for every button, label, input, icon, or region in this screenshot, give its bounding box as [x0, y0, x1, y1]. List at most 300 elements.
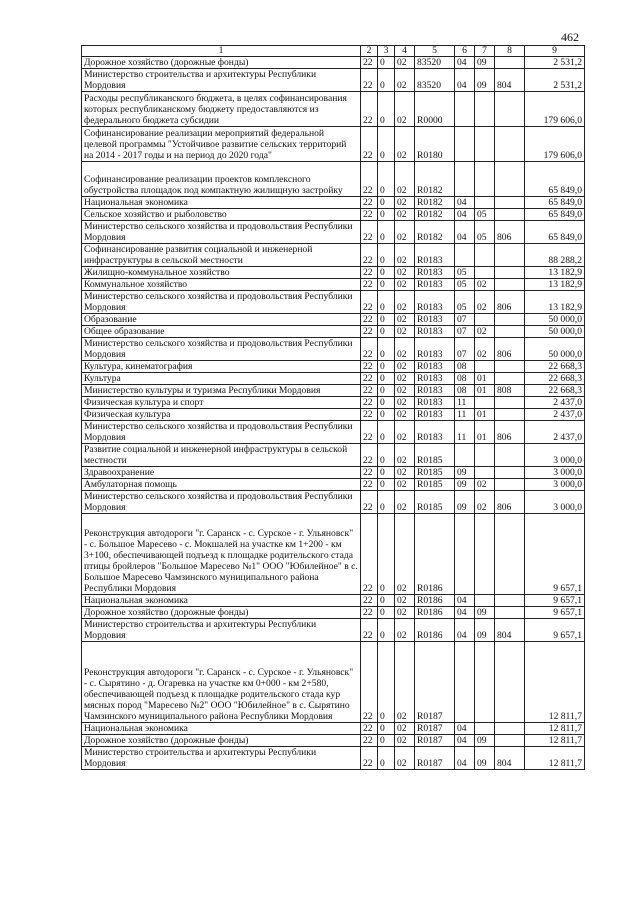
row-code-3: 0 [378, 385, 395, 397]
row-target-code: R0187 [415, 723, 455, 735]
row-amount: 50 000,0 [525, 338, 585, 361]
row-department: 804 [495, 69, 525, 92]
row-code-3: 0 [378, 514, 395, 595]
row-target-code: R0182 [415, 221, 455, 244]
table-row [82, 279, 585, 291]
row-code-3: 0 [378, 479, 395, 491]
row-code-3: 0 [378, 221, 395, 244]
row-subsection [475, 595, 495, 607]
row-section [455, 92, 475, 127]
row-name: Физическая культура [82, 409, 361, 421]
table-row [82, 607, 585, 619]
row-target-code: R0186 [415, 607, 455, 619]
row-code-2: 22 [361, 197, 378, 209]
row-target-code: R0183 [415, 279, 455, 291]
row-department [495, 595, 525, 607]
row-code-4: 02 [395, 373, 415, 385]
row-code-3: 0 [378, 127, 395, 162]
row-name: Дорожное хозяйство (дорожные фонды) [82, 607, 361, 619]
row-amount: 65 849,0 [525, 197, 585, 209]
table-row [82, 326, 585, 338]
row-target-code: R0180 [415, 127, 455, 162]
row-target-code: R0187 [415, 735, 455, 747]
row-amount: 22 668,3 [525, 373, 585, 385]
row-code-2: 22 [361, 127, 378, 162]
row-section: 08 [455, 361, 475, 373]
row-section: 04 [455, 221, 475, 244]
row-code-2: 22 [361, 338, 378, 361]
row-department [495, 326, 525, 338]
row-target-code: R0183 [415, 421, 455, 444]
row-section: 07 [455, 338, 475, 361]
row-target-code: R0182 [415, 197, 455, 209]
row-target-code: 83520 [415, 57, 455, 69]
budget-table [81, 45, 585, 770]
row-code-3: 0 [378, 607, 395, 619]
row-code-4: 02 [395, 607, 415, 619]
row-code-4: 02 [395, 491, 415, 514]
row-code-2: 22 [361, 409, 378, 421]
row-code-3: 0 [378, 642, 395, 723]
row-section: 08 [455, 385, 475, 397]
row-code-2: 22 [361, 279, 378, 291]
row-section: 05 [455, 291, 475, 314]
row-subsection: 09 [475, 735, 495, 747]
row-code-4: 02 [395, 361, 415, 373]
row-code-3: 0 [378, 373, 395, 385]
row-code-2: 22 [361, 747, 378, 770]
row-code-4: 02 [395, 197, 415, 209]
row-target-code: R0183 [415, 361, 455, 373]
row-name: Образование [82, 314, 361, 326]
row-code-3: 0 [378, 57, 395, 69]
table-row [82, 127, 585, 162]
row-name: Коммунальное хозяйство [82, 279, 361, 291]
row-code-2: 22 [361, 267, 378, 279]
row-name: Министерство строительства и архитектуры Республики Мордовия [82, 747, 361, 770]
row-code-3: 0 [378, 244, 395, 267]
table-row [82, 723, 585, 735]
column-header: 3 [378, 46, 395, 57]
row-amount: 13 182,9 [525, 291, 585, 314]
row-code-3: 0 [378, 421, 395, 444]
row-name: Реконструкция автодороги "г. Саранск - с. Сурское - г. Ульяновск" - с. Большое Маресево - с. Мокшалей на участке км 1+200 - км 3+100, обеспечивающей подъезд к площадке родительского стада птицы бройлеров "Большое Маресево №1" ООО "Юбилейное" в с. Большое Маресево Чамзинского муниципального района Республики Мордовия [82, 514, 361, 595]
row-section [455, 244, 475, 267]
row-code-4: 02 [395, 397, 415, 409]
table-row [82, 244, 585, 267]
row-subsection: 02 [475, 491, 495, 514]
row-section: 11 [455, 409, 475, 421]
table-row [82, 385, 585, 397]
row-code-4: 02 [395, 279, 415, 291]
row-department [495, 409, 525, 421]
row-section: 04 [455, 595, 475, 607]
row-name: Развитие социальной и инженерной инфраструктуры в сельской местности [82, 444, 361, 467]
table-row [82, 69, 585, 92]
row-target-code: R0186 [415, 595, 455, 607]
row-department: 806 [495, 338, 525, 361]
row-subsection: 05 [475, 209, 495, 221]
column-header: 8 [495, 46, 525, 57]
row-subsection [475, 723, 495, 735]
row-code-3: 0 [378, 735, 395, 747]
row-target-code: R0186 [415, 514, 455, 595]
row-amount: 9 657,1 [525, 514, 585, 595]
row-name: Дорожное хозяйство (дорожные фонды) [82, 735, 361, 747]
table-row [82, 314, 585, 326]
row-department [495, 607, 525, 619]
row-subsection [475, 642, 495, 723]
row-name: Софинансирование реализации проектов комплексного обустройства площадок под компактную жилищную застройку [82, 162, 361, 197]
row-code-2: 22 [361, 291, 378, 314]
row-code-4: 02 [395, 479, 415, 491]
row-code-3: 0 [378, 279, 395, 291]
row-code-2: 22 [361, 607, 378, 619]
table-row [82, 92, 585, 127]
row-name: Национальная экономика [82, 723, 361, 735]
row-code-2: 22 [361, 642, 378, 723]
row-amount: 2 437,0 [525, 409, 585, 421]
row-code-4: 02 [395, 209, 415, 221]
row-target-code: R0185 [415, 467, 455, 479]
row-code-3: 0 [378, 314, 395, 326]
row-section: 09 [455, 467, 475, 479]
row-department [495, 162, 525, 197]
row-subsection: 02 [475, 479, 495, 491]
row-name: Здравоохранение [82, 467, 361, 479]
row-code-3: 0 [378, 723, 395, 735]
row-code-4: 02 [395, 326, 415, 338]
row-name: Национальная экономика [82, 595, 361, 607]
table-body [82, 57, 585, 770]
row-code-2: 22 [361, 244, 378, 267]
row-target-code: R0183 [415, 291, 455, 314]
row-code-3: 0 [378, 69, 395, 92]
row-code-3: 0 [378, 491, 395, 514]
table-row [82, 595, 585, 607]
row-subsection [475, 514, 495, 595]
row-section: 04 [455, 619, 475, 642]
row-name: Национальная экономика [82, 197, 361, 209]
row-amount: 3 000,0 [525, 491, 585, 514]
row-amount: 65 849,0 [525, 209, 585, 221]
row-department [495, 314, 525, 326]
row-target-code: R0185 [415, 491, 455, 514]
row-code-2: 22 [361, 421, 378, 444]
row-code-3: 0 [378, 92, 395, 127]
table-row [82, 514, 585, 595]
row-code-2: 22 [361, 314, 378, 326]
row-code-2: 22 [361, 361, 378, 373]
table-row [82, 409, 585, 421]
row-name: Жилищно-коммунальное хозяйство [82, 267, 361, 279]
row-name: Культура [82, 373, 361, 385]
column-header: 5 [415, 46, 455, 57]
row-code-4: 02 [395, 291, 415, 314]
row-amount: 13 182,9 [525, 279, 585, 291]
row-code-2: 22 [361, 385, 378, 397]
row-target-code: R0185 [415, 444, 455, 467]
table-row [82, 479, 585, 491]
row-target-code: R0183 [415, 244, 455, 267]
row-name: Культура, кинематография [82, 361, 361, 373]
row-name: Расходы республиканского бюджета, в целях софинансирования которых республиканскому бюджету предоставляются из федерального бюджета субсидии [82, 92, 361, 127]
row-code-3: 0 [378, 409, 395, 421]
row-subsection [475, 127, 495, 162]
table-row [82, 209, 585, 221]
row-section: 08 [455, 373, 475, 385]
row-subsection [475, 267, 495, 279]
row-code-3: 0 [378, 209, 395, 221]
row-subsection: 02 [475, 338, 495, 361]
row-department [495, 444, 525, 467]
row-amount: 2 437,0 [525, 421, 585, 444]
row-code-3: 0 [378, 361, 395, 373]
row-code-3: 0 [378, 619, 395, 642]
column-header: 1 [82, 46, 361, 57]
row-section: 04 [455, 69, 475, 92]
row-code-4: 02 [395, 57, 415, 69]
row-code-4: 02 [395, 723, 415, 735]
row-target-code: R0185 [415, 479, 455, 491]
row-amount: 3 000,0 [525, 467, 585, 479]
row-department [495, 244, 525, 267]
table-row [82, 467, 585, 479]
row-code-3: 0 [378, 397, 395, 409]
row-code-2: 22 [361, 209, 378, 221]
row-section: 09 [455, 479, 475, 491]
table-row [82, 221, 585, 244]
row-name: Министерство культуры и туризма Республики Мордовия [82, 385, 361, 397]
row-department [495, 209, 525, 221]
row-code-3: 0 [378, 197, 395, 209]
row-department [495, 127, 525, 162]
row-name: Софинансирование реализации мероприятий федеральной целевой программы "Устойчивое развитие сельских территорий на 2014 - 2017 годы и на период до 2020 года" [82, 127, 361, 162]
table-row [82, 619, 585, 642]
row-department [495, 397, 525, 409]
row-department [495, 57, 525, 69]
row-code-2: 22 [361, 444, 378, 467]
row-amount: 50 000,0 [525, 326, 585, 338]
page-number: 462 [561, 30, 579, 44]
column-header: 2 [361, 46, 378, 57]
row-code-4: 02 [395, 221, 415, 244]
row-subsection [475, 361, 495, 373]
row-code-4: 02 [395, 735, 415, 747]
row-target-code: R0183 [415, 267, 455, 279]
row-subsection: 09 [475, 57, 495, 69]
row-department: 806 [495, 491, 525, 514]
row-code-4: 02 [395, 244, 415, 267]
row-amount: 12 811,7 [525, 735, 585, 747]
row-section: 11 [455, 421, 475, 444]
row-subsection: 09 [475, 747, 495, 770]
row-code-4: 02 [395, 92, 415, 127]
row-target-code: R0183 [415, 397, 455, 409]
row-amount: 3 000,0 [525, 479, 585, 491]
column-header: 7 [475, 46, 495, 57]
row-code-4: 02 [395, 467, 415, 479]
row-amount: 12 811,7 [525, 747, 585, 770]
row-amount: 65 849,0 [525, 162, 585, 197]
row-amount: 50 000,0 [525, 314, 585, 326]
row-department: 808 [495, 385, 525, 397]
row-subsection: 01 [475, 409, 495, 421]
row-name: Реконструкция автодороги "г. Саранск - с. Сурское - г. Ульяновск" - с. Сырятино - д. Огаревка на участке км 0+000 - км 2+580, обеспечивающей подъезд к площадке родительского стада кур мясных пород "Маресево №2" ООО "Юбилейное" в с. Сырятино Чамзинского муниципального района Республики Мордовия [82, 642, 361, 723]
row-code-2: 22 [361, 595, 378, 607]
row-section: 07 [455, 314, 475, 326]
row-section: 11 [455, 397, 475, 409]
row-section: 04 [455, 747, 475, 770]
row-section: 07 [455, 326, 475, 338]
row-name: Министерство сельского хозяйства и продовольствия Республики Мордовия [82, 291, 361, 314]
row-subsection [475, 197, 495, 209]
table-row [82, 361, 585, 373]
row-code-4: 02 [395, 127, 415, 162]
row-section: 04 [455, 607, 475, 619]
row-target-code: R0183 [415, 338, 455, 361]
row-code-2: 22 [361, 326, 378, 338]
row-target-code: R0182 [415, 209, 455, 221]
row-target-code: 83520 [415, 69, 455, 92]
row-code-4: 02 [395, 642, 415, 723]
row-code-4: 02 [395, 619, 415, 642]
row-amount: 22 668,3 [525, 361, 585, 373]
column-header: 6 [455, 46, 475, 57]
row-department [495, 479, 525, 491]
row-subsection: 09 [475, 69, 495, 92]
row-amount: 179 606,0 [525, 92, 585, 127]
row-subsection: 01 [475, 421, 495, 444]
row-name: Амбулаторная помощь [82, 479, 361, 491]
row-code-2: 22 [361, 162, 378, 197]
row-subsection [475, 444, 495, 467]
row-code-2: 22 [361, 69, 378, 92]
table-row [82, 291, 585, 314]
row-subsection: 09 [475, 619, 495, 642]
row-code-3: 0 [378, 444, 395, 467]
row-target-code: R0183 [415, 314, 455, 326]
row-code-4: 02 [395, 421, 415, 444]
row-code-4: 02 [395, 385, 415, 397]
table-row [82, 735, 585, 747]
row-code-4: 02 [395, 267, 415, 279]
row-department: 806 [495, 291, 525, 314]
row-code-3: 0 [378, 267, 395, 279]
row-department [495, 723, 525, 735]
row-amount: 2 531,2 [525, 57, 585, 69]
row-amount: 2 437,0 [525, 397, 585, 409]
row-section: 04 [455, 209, 475, 221]
row-name: Дорожное хозяйство (дорожные фонды) [82, 57, 361, 69]
row-subsection: 01 [475, 373, 495, 385]
row-name: Министерство сельского хозяйства и продовольствия Республики Мордовия [82, 491, 361, 514]
row-code-4: 02 [395, 314, 415, 326]
row-code-4: 02 [395, 444, 415, 467]
row-target-code: R0186 [415, 619, 455, 642]
row-target-code: R0000 [415, 92, 455, 127]
row-code-2: 22 [361, 221, 378, 244]
column-header: 9 [525, 46, 585, 57]
row-name: Физическая культура и спорт [82, 397, 361, 409]
row-amount: 12 811,7 [525, 642, 585, 723]
row-target-code: R0183 [415, 409, 455, 421]
row-code-3: 0 [378, 326, 395, 338]
table-row [82, 267, 585, 279]
row-subsection: 01 [475, 385, 495, 397]
row-subsection [475, 397, 495, 409]
row-section: 05 [455, 279, 475, 291]
table-row [82, 491, 585, 514]
row-subsection [475, 244, 495, 267]
table-row [82, 397, 585, 409]
row-name: Софинансирование развития социальной и инженерной инфраструктуры в сельской местности [82, 244, 361, 267]
row-amount: 9 657,1 [525, 619, 585, 642]
row-amount: 2 531,2 [525, 69, 585, 92]
row-code-4: 02 [395, 747, 415, 770]
row-section: 04 [455, 197, 475, 209]
row-name: Сельское хозяйство и рыболовство [82, 209, 361, 221]
row-name: Министерство строительства и архитектуры Республики Мордовия [82, 69, 361, 92]
row-code-2: 22 [361, 723, 378, 735]
row-amount: 12 811,7 [525, 723, 585, 735]
row-subsection [475, 467, 495, 479]
row-section: 04 [455, 735, 475, 747]
row-code-2: 22 [361, 735, 378, 747]
row-target-code: R0183 [415, 385, 455, 397]
row-name: Общее образование [82, 326, 361, 338]
row-code-4: 02 [395, 514, 415, 595]
table-row [82, 421, 585, 444]
table-row [82, 162, 585, 197]
row-department [495, 642, 525, 723]
table-row [82, 444, 585, 467]
row-code-4: 02 [395, 338, 415, 361]
row-amount: 65 849,0 [525, 221, 585, 244]
row-subsection: 02 [475, 326, 495, 338]
row-code-2: 22 [361, 619, 378, 642]
row-department: 806 [495, 421, 525, 444]
row-code-3: 0 [378, 467, 395, 479]
row-target-code: R0183 [415, 326, 455, 338]
row-code-3: 0 [378, 595, 395, 607]
row-amount: 22 668,3 [525, 385, 585, 397]
row-code-2: 22 [361, 491, 378, 514]
row-section: 04 [455, 57, 475, 69]
row-department: 804 [495, 747, 525, 770]
row-code-2: 22 [361, 57, 378, 69]
table-row [82, 373, 585, 385]
row-name: Министерство сельского хозяйства и продовольствия Республики Мордовия [82, 221, 361, 244]
table-row [82, 197, 585, 209]
row-department [495, 467, 525, 479]
row-name: Министерство строительства и архитектуры Республики Мордовия [82, 619, 361, 642]
row-section: 09 [455, 491, 475, 514]
row-code-2: 22 [361, 479, 378, 491]
table-row [82, 747, 585, 770]
table-row [82, 642, 585, 723]
row-code-2: 22 [361, 467, 378, 479]
row-amount: 179 606,0 [525, 127, 585, 162]
row-department [495, 267, 525, 279]
row-code-4: 02 [395, 69, 415, 92]
row-section [455, 444, 475, 467]
row-department [495, 197, 525, 209]
row-code-4: 02 [395, 409, 415, 421]
table-row [82, 57, 585, 69]
row-code-3: 0 [378, 162, 395, 197]
row-subsection: 05 [475, 221, 495, 244]
